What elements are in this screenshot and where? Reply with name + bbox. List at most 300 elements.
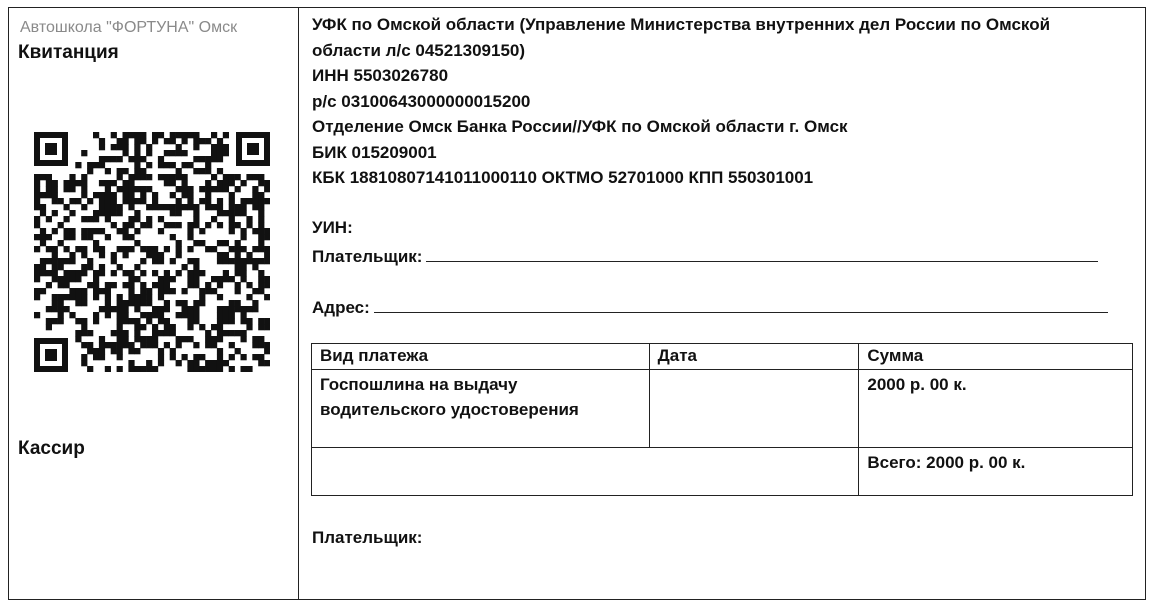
qr-module: [128, 222, 134, 228]
qr-module: [40, 174, 46, 180]
cell-total-empty: [312, 448, 859, 496]
qr-module: [217, 282, 223, 288]
qr-module: [229, 246, 235, 252]
qr-module: [229, 258, 235, 264]
qr-module: [199, 354, 205, 360]
qr-module: [111, 306, 117, 312]
qr-module: [140, 222, 146, 228]
qr-module: [152, 192, 158, 198]
qr-module: [241, 318, 247, 324]
qr-module: [258, 204, 264, 210]
qr-module: [99, 138, 105, 144]
qr-module: [193, 360, 199, 366]
qr-module: [199, 288, 205, 294]
qr-module: [99, 336, 105, 342]
qr-module: [146, 336, 152, 342]
qr-module: [52, 300, 58, 306]
qr-module: [187, 234, 193, 240]
qr-module: [140, 312, 146, 318]
qr-module: [140, 132, 146, 138]
qr-module: [117, 342, 123, 348]
qr-module: [87, 168, 93, 174]
qr-module: [170, 276, 176, 282]
qr-module: [64, 216, 70, 222]
qr-module: [193, 138, 199, 144]
qr-module: [217, 186, 223, 192]
qr-module: [223, 252, 229, 258]
qr-module: [146, 318, 152, 324]
qr-module: [140, 270, 146, 276]
qr-module: [258, 336, 264, 342]
qr-module: [211, 132, 217, 138]
qr-module: [40, 228, 46, 234]
qr-module: [252, 228, 258, 234]
qr-module: [140, 366, 146, 372]
qr-module: [241, 336, 247, 342]
qr-module: [264, 246, 270, 252]
qr-module: [105, 210, 111, 216]
qr-module: [205, 342, 211, 348]
qr-module: [87, 264, 93, 270]
qr-module: [193, 354, 199, 360]
qr-module: [217, 336, 223, 342]
qr-module: [81, 204, 87, 210]
qr-module: [140, 300, 146, 306]
qr-module: [117, 336, 123, 342]
qr-module: [217, 144, 223, 150]
qr-module: [193, 270, 199, 276]
qr-module: [58, 240, 64, 246]
qr-module: [123, 168, 129, 174]
qr-module: [81, 270, 87, 276]
qr-module: [205, 360, 211, 366]
qr-module: [111, 192, 117, 198]
qr-module: [117, 366, 123, 372]
qr-module: [229, 222, 235, 228]
qr-module: [123, 234, 129, 240]
qr-module: [176, 174, 182, 180]
qr-module: [81, 180, 87, 186]
qr-module: [75, 318, 81, 324]
qr-module: [182, 180, 188, 186]
qr-module: [140, 168, 146, 174]
qr-module: [69, 252, 75, 258]
qr-module: [128, 270, 134, 276]
qr-module: [111, 156, 117, 162]
qr-module: [235, 306, 241, 312]
qr-module: [46, 318, 52, 324]
qr-module: [58, 282, 64, 288]
qr-module: [134, 216, 140, 222]
qr-module: [105, 306, 111, 312]
qr-module: [134, 366, 140, 372]
qr-module: [193, 216, 199, 222]
qr-module: [123, 198, 129, 204]
qr-module: [146, 294, 152, 300]
qr-module: [134, 162, 140, 168]
qr-module: [246, 282, 252, 288]
qr-module: [264, 294, 270, 300]
qr-module: [170, 204, 176, 210]
qr-module: [117, 138, 123, 144]
qr-module: [205, 336, 211, 342]
qr-module: [187, 192, 193, 198]
qr-module: [105, 312, 111, 318]
qr-module: [170, 288, 176, 294]
qr-module: [123, 144, 129, 150]
qr-module: [223, 330, 229, 336]
qr-module: [134, 186, 140, 192]
qr-module: [64, 270, 70, 276]
address-field: [312, 295, 1108, 318]
qr-module: [205, 156, 211, 162]
qr-module: [164, 288, 170, 294]
qr-module: [205, 366, 211, 372]
qr-module: [258, 216, 264, 222]
qr-module: [264, 348, 270, 354]
qr-module: [170, 210, 176, 216]
qr-module: [93, 312, 99, 318]
qr-module: [176, 144, 182, 150]
cashier-label: Кассир: [18, 438, 85, 459]
qr-module: [205, 186, 211, 192]
qr-module: [223, 132, 229, 138]
qr-module: [187, 324, 193, 330]
qr-module: [205, 282, 211, 288]
qr-module: [164, 150, 170, 156]
qr-module: [252, 198, 258, 204]
qr-module: [170, 150, 176, 156]
qr-module: [111, 330, 117, 336]
qr-module: [128, 198, 134, 204]
qr-module: [123, 306, 129, 312]
qr-module: [193, 132, 199, 138]
qr-module: [134, 294, 140, 300]
qr-module: [40, 258, 46, 264]
qr-module: [117, 348, 123, 354]
qr-module: [199, 138, 205, 144]
qr-module: [34, 192, 40, 198]
qr-module: [158, 204, 164, 210]
qr-module: [99, 198, 105, 204]
qr-module: [199, 198, 205, 204]
qr-module: [69, 180, 75, 186]
qr-module: [258, 234, 264, 240]
qr-module: [258, 324, 264, 330]
qr-module: [176, 222, 182, 228]
qr-module: [235, 240, 241, 246]
qr-module: [34, 174, 40, 180]
qr-module: [75, 330, 81, 336]
qr-module: [75, 300, 81, 306]
qr-module: [75, 162, 81, 168]
qr-module: [93, 288, 99, 294]
qr-module: [93, 318, 99, 324]
qr-module: [182, 300, 188, 306]
qr-module: [176, 240, 182, 246]
qr-module: [164, 282, 170, 288]
qr-module: [176, 168, 182, 174]
qr-module: [105, 186, 111, 192]
qr-module: [158, 228, 164, 234]
qr-module: [205, 138, 211, 144]
qr-module: [164, 318, 170, 324]
qr-module: [170, 258, 176, 264]
qr-module: [235, 300, 241, 306]
qr-module: [164, 204, 170, 210]
qr-module: [258, 354, 264, 360]
qr-module: [252, 174, 258, 180]
qr-module: [34, 198, 40, 204]
qr-module: [134, 174, 140, 180]
qr-module: [217, 252, 223, 258]
qr-module: [176, 300, 182, 306]
qr-module: [193, 240, 199, 246]
qr-module: [34, 312, 40, 318]
qr-module: [123, 192, 129, 198]
qr-module: [105, 294, 111, 300]
qr-module: [75, 180, 81, 186]
qr-module: [152, 138, 158, 144]
qr-module: [105, 234, 111, 240]
qr-module: [93, 132, 99, 138]
qr-module: [111, 132, 117, 138]
qr-module: [152, 306, 158, 312]
qr-module: [117, 300, 123, 306]
payment-type-line: Госпошлина на выдачу: [320, 375, 518, 394]
qr-module: [111, 348, 117, 354]
qr-module: [246, 258, 252, 264]
qr-module: [187, 132, 193, 138]
qr-module: [241, 306, 247, 312]
qr-module: [52, 210, 58, 216]
qr-module: [229, 300, 235, 306]
qr-module: [64, 186, 70, 192]
qr-module: [241, 204, 247, 210]
qr-module: [217, 354, 223, 360]
qr-module: [81, 216, 87, 222]
qr-module: [81, 228, 87, 234]
qr-module: [252, 300, 258, 306]
qr-module: [217, 198, 223, 204]
qr-module: [46, 186, 52, 192]
qr-module: [187, 282, 193, 288]
qr-module: [176, 336, 182, 342]
qr-module: [252, 204, 258, 210]
qr-module: [158, 156, 164, 162]
qr-module: [140, 258, 146, 264]
qr-module: [158, 216, 164, 222]
qr-module: [193, 168, 199, 174]
qr-module: [134, 210, 140, 216]
qr-module: [182, 336, 188, 342]
qr-module: [193, 342, 199, 348]
qr-module: [176, 198, 182, 204]
qr-module: [34, 294, 40, 300]
qr-module: [229, 312, 235, 318]
qr-module: [229, 318, 235, 324]
qr-module: [134, 240, 140, 246]
qr-module: [258, 282, 264, 288]
qr-module: [211, 186, 217, 192]
qr-module: [193, 306, 199, 312]
qr-module: [252, 342, 258, 348]
qr-module: [111, 222, 117, 228]
qr-module: [152, 282, 158, 288]
qr-module: [152, 312, 158, 318]
qr-module: [134, 276, 140, 282]
qr-module: [93, 270, 99, 276]
qr-module: [235, 186, 241, 192]
qr-module: [117, 144, 123, 150]
qr-module: [217, 156, 223, 162]
qr-module: [241, 264, 247, 270]
qr-module: [128, 276, 134, 282]
qr-module: [46, 258, 52, 264]
qr-module: [246, 252, 252, 258]
qr-module: [81, 354, 87, 360]
qr-module: [81, 234, 87, 240]
qr-module: [152, 366, 158, 372]
qr-module: [193, 264, 199, 270]
qr-module: [75, 270, 81, 276]
qr-module: [187, 228, 193, 234]
qr-module: [140, 156, 146, 162]
qr-module: [252, 186, 258, 192]
qr-module: [193, 156, 199, 162]
qr-module: [134, 150, 140, 156]
qr-module: [34, 288, 40, 294]
qr-module: [229, 366, 235, 372]
qr-module: [134, 144, 140, 150]
qr-module: [187, 186, 193, 192]
qr-module: [111, 144, 117, 150]
qr-module: [193, 222, 199, 228]
qr-module: [117, 186, 123, 192]
qr-module: [46, 306, 52, 312]
qr-module: [52, 318, 58, 324]
qr-module: [252, 258, 258, 264]
qr-module: [235, 210, 241, 216]
qr-module: [117, 264, 123, 270]
qr-module: [241, 246, 247, 252]
qr-module: [182, 312, 188, 318]
qr-module: [99, 288, 105, 294]
qr-module: [235, 174, 241, 180]
qr-module: [123, 180, 129, 186]
qr-module: [117, 294, 123, 300]
qr-module: [158, 360, 164, 366]
qr-module: [211, 324, 217, 330]
qr-module: [99, 270, 105, 276]
qr-module: [81, 342, 87, 348]
qr-module: [99, 180, 105, 186]
qr-module: [52, 246, 58, 252]
qr-module: [158, 348, 164, 354]
qr-module: [193, 318, 199, 324]
recipient-inn: ИНН 5503026780: [312, 66, 449, 85]
qr-module: [223, 360, 229, 366]
qr-module: [246, 174, 252, 180]
qr-module: [258, 318, 264, 324]
table-total-row: [312, 448, 1133, 496]
qr-module: [128, 180, 134, 186]
qr-module: [34, 186, 40, 192]
qr-module: [211, 150, 217, 156]
qr-module: [152, 324, 158, 330]
qr-module: [99, 342, 105, 348]
qr-module: [152, 204, 158, 210]
qr-module: [128, 342, 134, 348]
qr-module: [111, 270, 117, 276]
qr-module: [158, 306, 164, 312]
address-label: Адрес:: [312, 298, 370, 317]
qr-module: [93, 282, 99, 288]
qr-module: [105, 300, 111, 306]
qr-module: [211, 204, 217, 210]
qr-module: [123, 228, 129, 234]
qr-module: [128, 156, 134, 162]
qr-module: [93, 240, 99, 246]
qr-module: [58, 300, 64, 306]
qr-module: [64, 228, 70, 234]
qr-module: [34, 246, 40, 252]
qr-module: [99, 252, 105, 258]
qr-module: [241, 210, 247, 216]
qr-module: [81, 330, 87, 336]
qr-module: [81, 318, 87, 324]
qr-module: [40, 204, 46, 210]
qr-module: [170, 324, 176, 330]
qr-module: [128, 282, 134, 288]
qr-module: [46, 282, 52, 288]
qr-module: [241, 276, 247, 282]
receipt-divider: [298, 7, 299, 600]
qr-module: [164, 342, 170, 348]
qr-module: [40, 210, 46, 216]
qr-module: [223, 312, 229, 318]
qr-module: [170, 162, 176, 168]
qr-module: [99, 354, 105, 360]
qr-module: [117, 174, 123, 180]
payer-signature-label: Плательщик:: [312, 528, 423, 547]
qr-module: [176, 252, 182, 258]
qr-module: [164, 300, 170, 306]
qr-module: [176, 360, 182, 366]
qr-module: [105, 342, 111, 348]
qr-module: [123, 342, 129, 348]
payment-type-line: водительского удостоверения: [320, 400, 579, 419]
qr-module: [264, 180, 270, 186]
qr-module: [146, 246, 152, 252]
qr-module: [105, 192, 111, 198]
qr-module: [81, 192, 87, 198]
qr-module: [176, 186, 182, 192]
qr-module: [134, 306, 140, 312]
qr-module: [69, 258, 75, 264]
qr-module: [187, 204, 193, 210]
qr-module: [93, 210, 99, 216]
qr-module: [176, 150, 182, 156]
qr-module: [117, 330, 123, 336]
qr-module: [152, 342, 158, 348]
qr-module: [58, 276, 64, 282]
qr-module: [193, 366, 199, 372]
qr-module: [117, 312, 123, 318]
qr-module: [252, 336, 258, 342]
qr-module: [182, 150, 188, 156]
qr-module: [117, 306, 123, 312]
